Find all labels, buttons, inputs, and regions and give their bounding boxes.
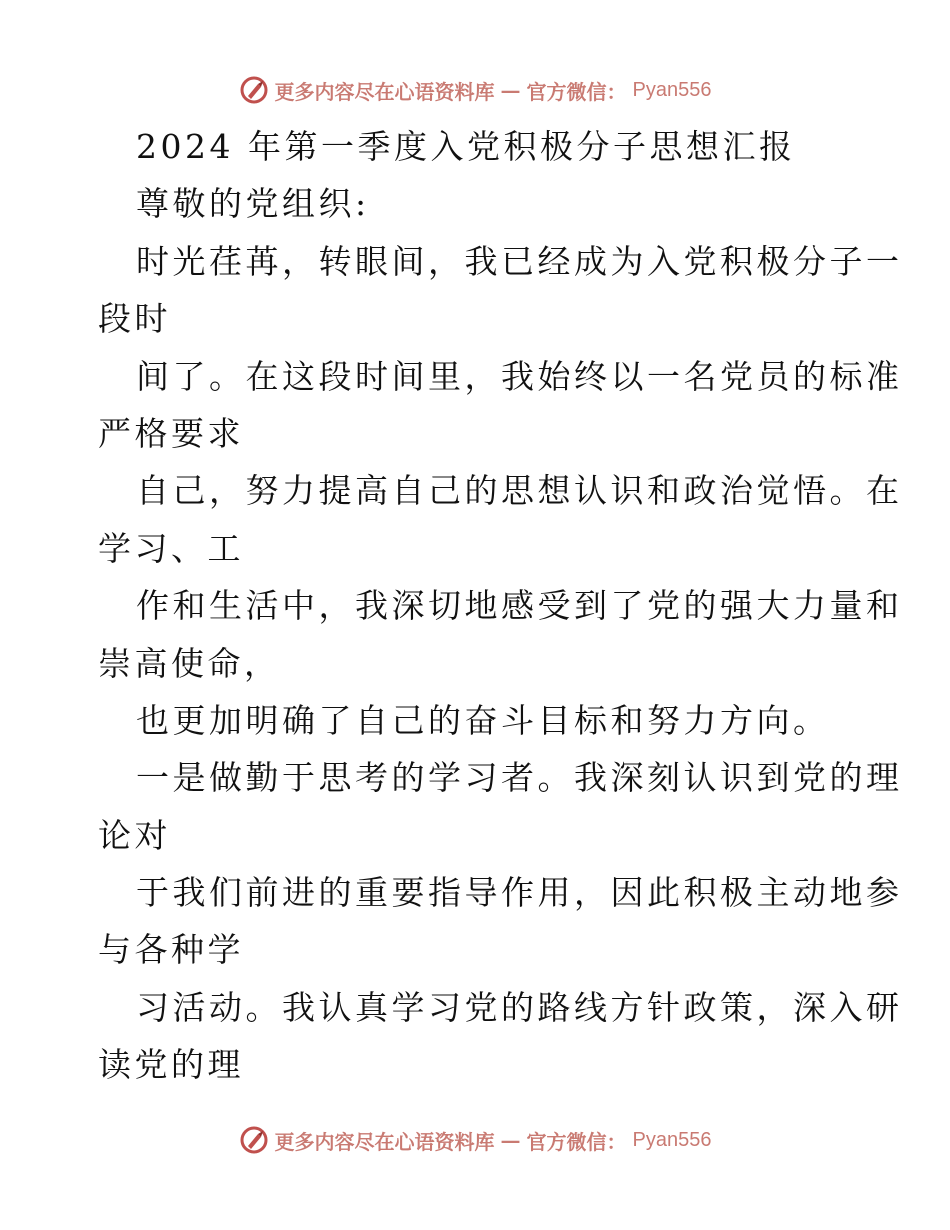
document-line: 段时 [98, 299, 171, 339]
footer-dash: — [500, 1128, 521, 1152]
document-line: 间了。在这段时间里，我始终以一名党员的标准 [136, 356, 903, 396]
pen-nib-logo-icon [239, 75, 269, 105]
document-line: 学习、工 [98, 528, 244, 568]
document-line: 与各种学 [98, 930, 244, 970]
banner-dash: — [500, 78, 521, 102]
footer-contact-label: 官方微信： [526, 1129, 627, 1154]
document-line: 习活动。我认真学习党的路线方针政策，深入研 [136, 987, 903, 1027]
banner-site-text: 更多内容尽在心语资料库 [274, 79, 495, 104]
document-line: 于我们前进的重要指导作用，因此积极主动地参 [136, 873, 903, 913]
document-line: 一是做勤于思考的学习者。我深刻认识到党的理 [136, 758, 903, 798]
document-line: 读党的理 [98, 1045, 244, 1085]
document-line: 尊敬的党组织: [136, 184, 370, 224]
document-body [98, 118, 903, 1094]
footer-contact-id: Pyan556 [632, 1128, 712, 1151]
banner-contact-id: Pyan556 [632, 78, 712, 101]
document-line: 也更加明确了自己的奋斗目标和努力方向。 [136, 700, 830, 740]
document-line: 严格要求 [98, 413, 244, 453]
pen-nib-logo-icon [239, 1125, 269, 1155]
document-line: 时光荏苒，转眼间，我已经成为入党积极分子一 [136, 241, 903, 281]
document-line: 崇高使命， [98, 643, 281, 683]
document-line: 自己，努力提高自己的思想认识和政治觉悟。在 [136, 471, 903, 511]
header-banner [0, 70, 950, 110]
document-line: 作和生活中，我深切地感受到了党的强大力量和 [136, 586, 903, 626]
footer-site-text: 更多内容尽在心语资料库 [274, 1129, 495, 1154]
document-line: 论对 [98, 815, 171, 855]
document-line: 2024 年第一季度入党积极分子思想汇报 [136, 127, 796, 166]
banner-contact-label: 官方微信： [526, 79, 627, 104]
footer-banner [0, 1120, 950, 1160]
